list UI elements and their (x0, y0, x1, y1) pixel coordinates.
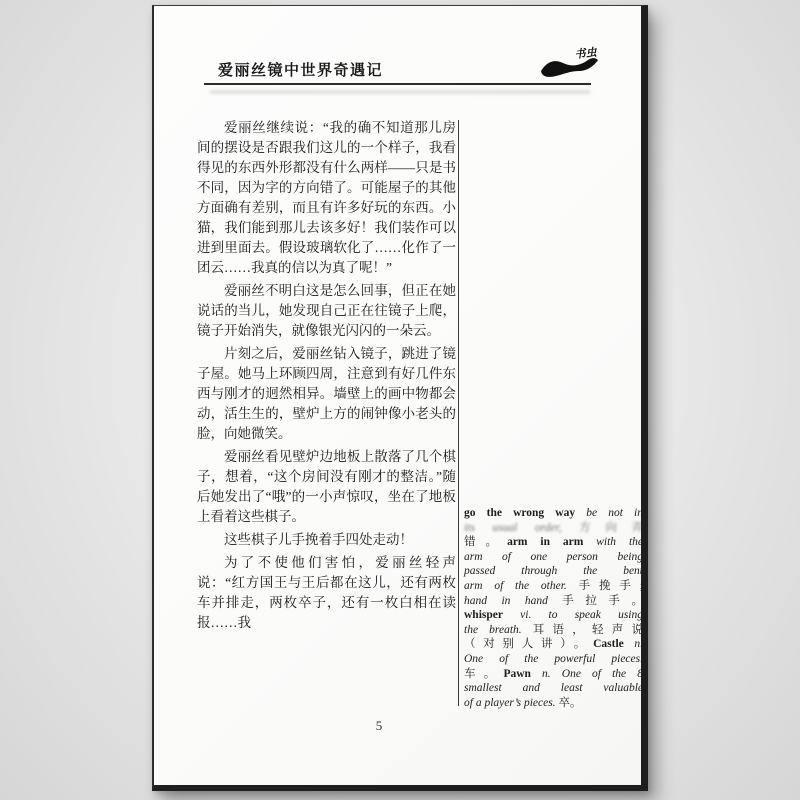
text-column (197, 118, 456, 633)
page-header (154, 6, 641, 106)
vocab-line: the breath. 耳语，轻声说 (464, 623, 644, 636)
paragraph: 为了不使他们害怕，爱丽丝轻声说：“红方国王与王后都在这儿，还有两枚车并排走，两枚卒子，还有一枚白相在读报……我 (197, 555, 456, 630)
paragraph: 爱丽丝看见壁炉边地板上散落了几个棋子，想着，“这个房间没有刚才的整洁。”随后她发出了“哦”的一小声惊叹，坐在了地板上看着这些棋子。 (197, 449, 456, 524)
vocab-line: hand in hand 手拉手。 (464, 594, 643, 607)
vocab-line: of a player’s pieces. 卒。 (464, 696, 582, 709)
header-rule-ghost (210, 90, 590, 94)
vocab-line: （对别人讲）。Castle n. (464, 638, 644, 651)
vocab-line: passed through the bent (464, 565, 643, 578)
paragraph: 爱丽丝继续说：“我的确不知道那儿房间的摆设是否跟我们这儿的一个样子，我看得见的东西外形都没有什么两样——只是书不同，因为字的方向错了。可能屋子的其他方面确有差别，而且有许多好玩的东西。小猫，我们能到那儿去该多好！我们装作可以进到里面去。假设玻璃软化了……化作了一团云……我真的信以为真了呢！” (197, 120, 456, 275)
book-title: 爱丽丝镜中世界奇遇记 (218, 63, 384, 79)
logo-text: 书虫 (574, 46, 598, 61)
vocab-line: whisper vi. to speak using (464, 609, 643, 622)
vocab-line: arm of one person being (464, 550, 643, 563)
paragraph: 片刻之后，爱丽丝钻入镜子，跳进了镜子屋。她马上环顾四周，注意到有好几件东西与刚才的迥然相异。墙壁上的画中物都会动，活生生的，壁炉上方的闹钟像小老头的脸，向她微笑。 (197, 346, 456, 441)
vocab-line: its usual order, 方向弄 (464, 521, 643, 534)
paragraph: 爱丽丝不明白这是怎么回事，但正在她说话的当儿，她发现自己正在往镜子上爬，镜子开始消失，就像银光闪闪的一朵云。 (197, 283, 456, 338)
logo-wave-icon (539, 46, 603, 86)
book-page (152, 5, 648, 791)
page-number: 5 (375, 718, 383, 733)
header-rule (204, 83, 591, 85)
vocab-line: arm of the other. 手挽手; (464, 579, 643, 592)
vocab-line: go the wrong way be not in (464, 507, 644, 519)
vocab-line: One of the powerful pieces. (464, 652, 643, 665)
vocab-line: smallest and least valuable (464, 682, 643, 695)
paragraph: 这些棋子儿手挽着手四处走动！ (224, 532, 413, 547)
vocab-line: 车。Pawn n. One of the 8 (464, 667, 644, 680)
column-divider (458, 120, 459, 706)
vocab-line: 错。arm in arm with the (464, 536, 643, 549)
bookworm-logo (539, 46, 603, 86)
vocab-sidebar (464, 506, 643, 710)
